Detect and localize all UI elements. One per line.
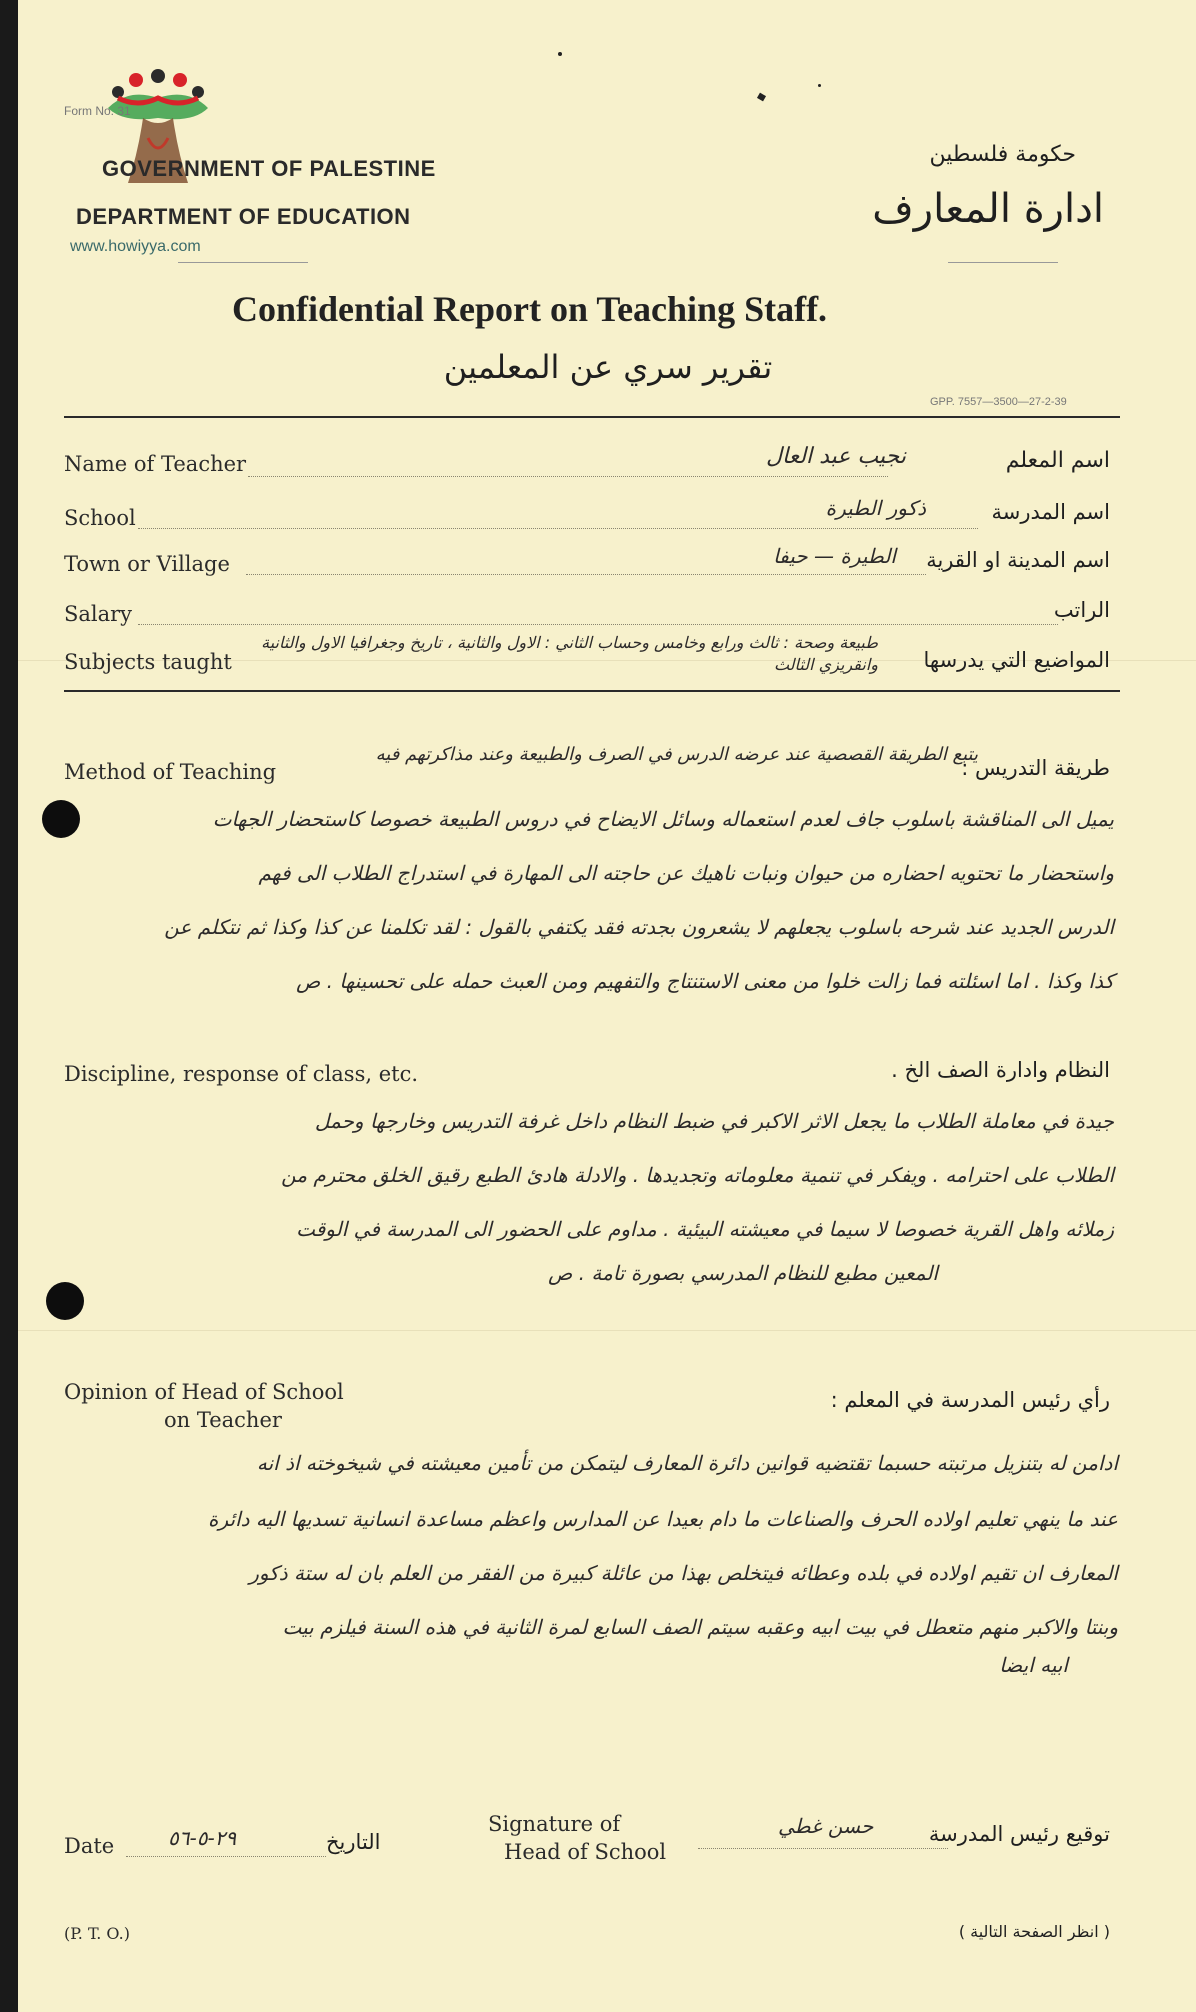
punch-hole [42,800,80,838]
signature-label-en-2: Head of School [504,1840,667,1864]
opinion-label-ar: رأي رئيس المدرسة في المعلم : [830,1388,1110,1412]
signature-value: حسن غطي [778,1814,874,1838]
gpp-code: GPP. 7557—3500—27-2-39 [930,396,1067,408]
subjects-label-ar: المواضيع التي يدرسها [923,648,1110,672]
fields-rule [64,690,1120,692]
school-label-en: School [64,506,136,530]
town-label-ar: اسم المدينة او القرية [926,548,1110,572]
salary-dotline [138,624,1058,625]
pto-label-ar: ( انظر الصفحة التالية ) [958,1922,1110,1941]
date-dotline [126,1856,326,1857]
watermark-url: www.howiyya.com [70,238,201,255]
teacher-dotline [248,476,888,477]
discipline-line: جيدة في معاملة الطلاب ما يجعل الاثر الاكبر في ضبط النظام داخل غرفة التدريس وخارجها وحمل [314,1109,1114,1133]
date-value: ٢٩-٥-٥٦ [168,1826,237,1850]
speck [757,93,766,102]
school-dotline [138,528,978,529]
town-label-en: Town or Village [64,552,230,576]
discipline-line: الطلاب على احترامه . ويفكر في تنمية معلوماته وتجديدها . والادلة هادئ الطبع رقيق الخلق محترم من [281,1163,1114,1187]
method-line: كذا وكذا . اما اسئلته فما زالت خلوا من معنى الاستنتاج والتفهيم ومن العبث حمله على تحسينها . ص [296,969,1114,993]
header-department-ar: ادارة المعارف [872,186,1104,232]
method-line: الدرس الجديد عند شرحه باسلوب يجعلهم لا يشعرون بجدته فقد يكتفي بالقول : لقد تكلمنا عن كذا وكذا ثم نتكلم عن [164,915,1114,939]
school-label-ar: اسم المدرسة [991,500,1110,524]
opinion-line: ابيه ايضا [999,1653,1068,1677]
speck [558,52,562,56]
signature-label-ar: توقيع رئيس المدرسة [928,1822,1110,1846]
opinion-label-en-1: Opinion of Head of School [64,1380,344,1404]
pto-label: (P. T. O.) [64,1924,130,1943]
report-title-ar: تقرير سري عن المعلمين [443,348,773,386]
punch-hole [46,1282,84,1320]
town-value: الطيرة — حيفا [773,544,896,568]
opinion-label-en-2: on Teacher [164,1408,282,1432]
salary-label-en: Salary [64,602,133,626]
school-name-value: ذكور الطيرة [825,496,926,520]
form-reference: Form No. 31 [64,104,131,118]
method-line: يميل الى المناقشة باسلوب جاف لعدم استعماله وسائل الايضاح في دروس الطبيعة خصوصا كاستحضار الجهات [212,807,1114,831]
teacher-label-en: Name of Teacher [64,452,247,476]
subjects-label-en: Subjects taught [64,650,232,674]
method-line: يتبع الطريقة القصصية عند عرضه الدرس في الصرف والطبيعة وعند مذاكرتهم فيه [375,744,978,765]
discipline-line: المعين مطيع للنظام المدرسي بصورة تامة . ص [548,1261,938,1285]
title-rule [64,416,1120,418]
signature-label-en-1: Signature of [488,1812,621,1836]
document-page [18,0,1196,2012]
opinion-line: وبنتا والاكبر منهم متعطل في بيت ابيه وعقبه سيتم الصف السابع لمرة الثانية في هذه السنة فيلزم بيت [282,1615,1118,1639]
date-label-en: Date [64,1834,115,1858]
header-department-en: DEPARTMENT OF EDUCATION [76,204,411,229]
signature-dotline [698,1848,948,1849]
opinion-line: ادامن له بتنزيل مرتبته حسبما تقتضيه قوانين دائرة المعارف ليتمكن من تأمين معيشته في شيخوخته اذ انه [256,1451,1118,1475]
report-title-en: Confidential Report on Teaching Staff. [232,289,828,329]
method-label-ar: طريقة التدريس : [961,756,1110,780]
header-rule-right [948,262,1058,263]
date-label-ar: التاريخ [326,1830,381,1854]
header-rule-left [178,262,308,263]
fold-line [18,1330,1196,1331]
method-label-en: Method of Teaching [64,760,277,784]
town-dotline [246,574,926,575]
header-government-ar: حكومة فلسطين [929,142,1076,167]
teacher-name-value: نجيب عبد العال [766,444,906,469]
header-government-en: GOVERNMENT OF PALESTINE [102,156,436,181]
discipline-label-en: Discipline, response of class, etc. [64,1062,419,1086]
opinion-line: عند ما ينهي تعليم اولاده الحرف والصناعات ما دام بعيدا عن المدارس واعظم مساعدة انسانية تسديها اليه دائرة [208,1507,1118,1531]
discipline-line: زملائه واهل القرية خصوصا لا سيما في معيشته البيئية . مداوم على الحضور الى المدرسة في الوقت [296,1217,1114,1241]
opinion-line: المعارف ان تقيم اولاده في بلده وعطائه فيتخلص بهذا من عائلة كبيرة من الفقر من العلم بان له ستة ذكور [249,1561,1118,1585]
discipline-label-ar: النظام وادارة الصف الخ . [891,1058,1110,1082]
subjects-value: طبيعة وصحة : ثالث ورابع وخامس وحساب الثاني : الاول والثانية ، تاريخ وجغرافيا الاول والثانية وانقريزي الثالث [261,633,878,674]
salary-label-ar: الراتب [1053,598,1110,622]
speck [818,84,821,87]
teacher-label-ar: اسم المعلم [1005,448,1110,473]
method-line: واستحضار ما تحتويه احضاره من حيوان ونبات ناهيك عن حاجته الى المهارة في استدراج الطلاب الى فهم [258,861,1114,885]
